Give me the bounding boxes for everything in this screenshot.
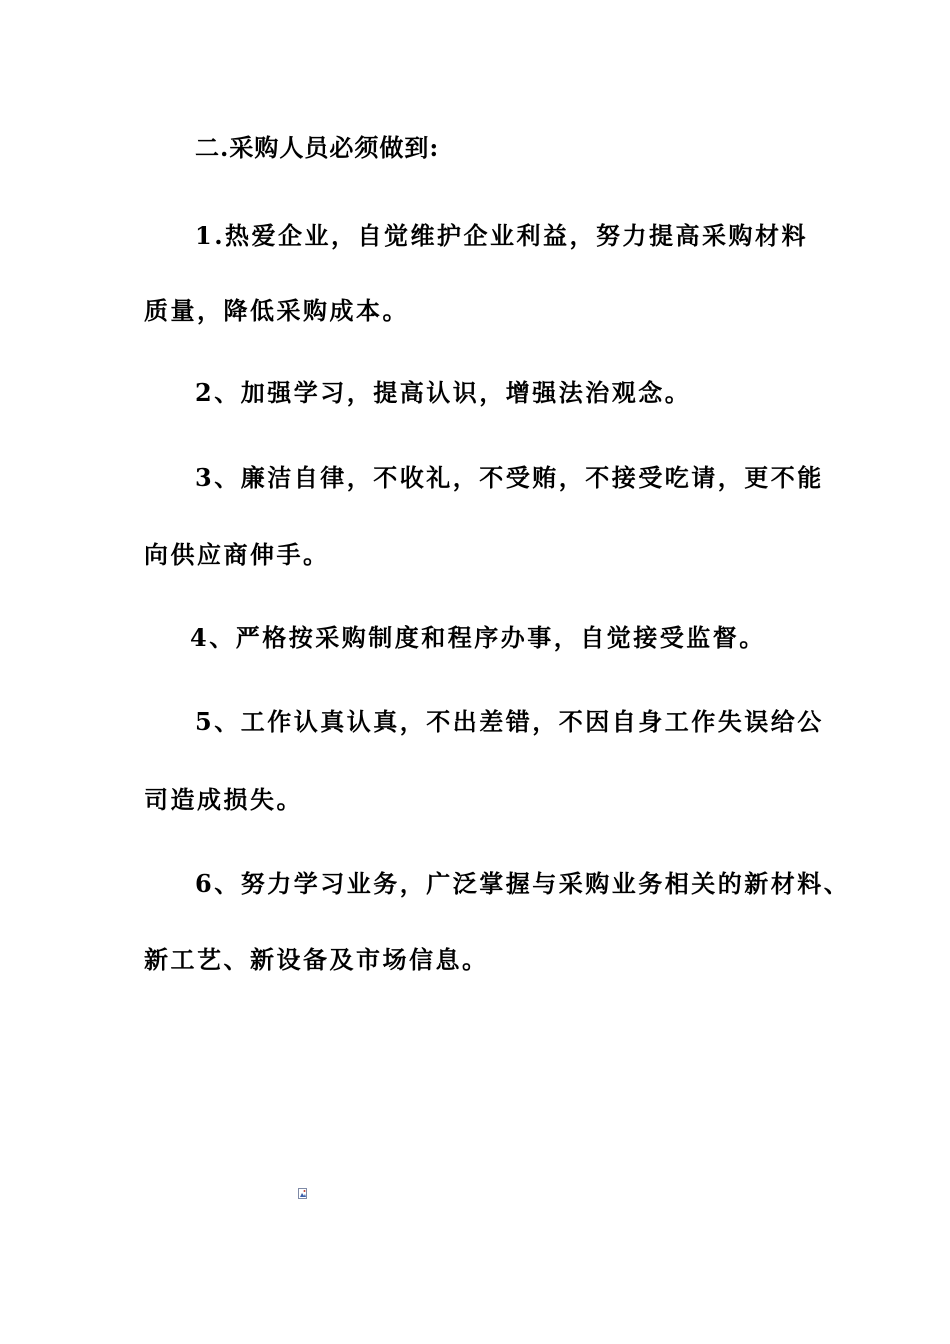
item-6-line-2: 新工艺、新设备及市场信息。	[144, 945, 489, 974]
broken-image-icon	[298, 1188, 308, 1200]
section-heading: 二.采购人员必须做到:	[195, 133, 440, 162]
item-6-line-1: 6、努力学习业务，广泛掌握与采购业务相关的新材料、	[195, 869, 851, 898]
item-2-line-1: 2、加强学习，提高认识，增强法治观念。	[195, 378, 692, 407]
item-1-line-1: 1.热爱企业，自觉维护企业利益，努力提高采购材料	[195, 221, 809, 250]
item-5-line-2: 司造成损失。	[144, 785, 303, 814]
item-4-line-1: 4、严格按采购制度和程序办事，自觉接受监督。	[190, 623, 766, 652]
item-3-line-1: 3、廉洁自律，不收礼，不受贿，不接受吃请，更不能	[195, 463, 824, 492]
item-5-line-1: 5、工作认真认真，不出差错，不因自身工作失误给公	[195, 707, 824, 736]
item-1-line-2: 质量，降低采购成本。	[144, 296, 409, 325]
item-3-line-2: 向供应商伸手。	[144, 540, 330, 569]
